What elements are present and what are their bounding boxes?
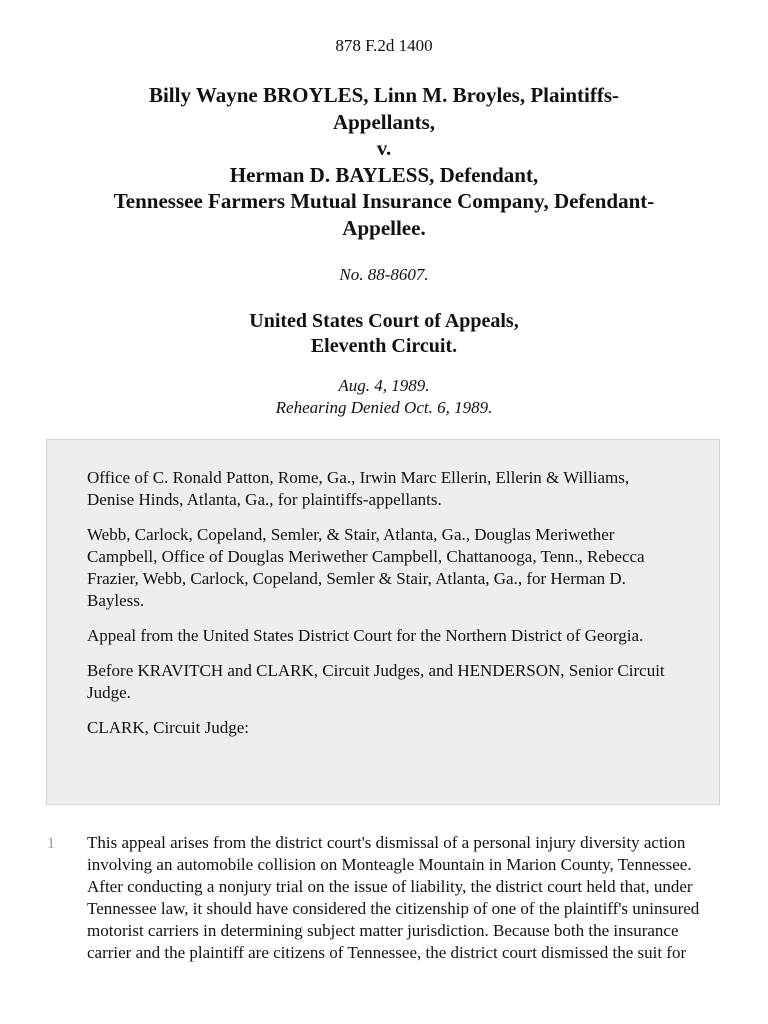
case-title-line: Tennessee Farmers Mutual Insurance Company, Defendant- — [113, 189, 655, 213]
paragraph-number: 1 — [47, 835, 55, 852]
counsel-defendant: Webb, Carlock, Copeland, Semler, & Stair, Atlanta, Ga., Douglas Meriwether Campbell, Office of Douglas Meriwether Campbell, Chattanooga, Tenn., Rebecca Frazier, Webb, Carlock, Copeland, Semler & Stair, Atlanta, Ga., for Herman D. Bayless. — [87, 525, 645, 610]
case-title-line: Herman D. BAYLESS, Defendant, — [229, 162, 539, 187]
judges-panel: Before KRAVITCH and CLARK, Circuit Judges, and HENDERSON, Senior Circuit Judge. — [87, 661, 665, 702]
decision-dates — [0, 375, 768, 418]
case-title-line: Billy Wayne BROYLES, Linn M. Broyles, Plaintiffs- — [148, 83, 620, 107]
court-circuit-line: Eleventh Circuit. — [310, 335, 458, 357]
case-title-line: Appellants, — [332, 109, 436, 134]
court-name-line: United States Court of Appeals, — [249, 310, 519, 332]
case-title — [40, 82, 728, 241]
docket-number: No. 88-8607. — [339, 265, 429, 284]
opinion-paragraph: This appeal arises from the district court's dismissal of a personal injury diversity action involving an automobile collision on Monteagle Mountain in Marion County, Tennessee. After conducting a nonjury trial on the issue of liability, the district court held that, under Tennessee law, it should have considered the citizenship of one of the plaintiff's uninsured motorist carriers in determining subject matter jurisdiction. Because both the insurance carrier and the plaintiff are citizens of Tennessee, the district court dismissed the suit for — [87, 833, 700, 962]
decided-date: Aug. 4, 1989. — [338, 376, 430, 395]
rehearing-date: Rehearing Denied Oct. 6, 1989. — [275, 397, 493, 417]
opinion-author: CLARK, Circuit Judge: — [87, 718, 249, 737]
appeal-from: Appeal from the United States District Court for the Northern District of Georgia. — [87, 626, 644, 645]
case-citation: 878 F.2d 1400 — [335, 36, 433, 55]
counsel-plaintiffs: Office of C. Ronald Patton, Rome, Ga., Irwin Marc Ellerin, Ellerin & Williams, Denise Hinds, Atlanta, Ga., for plaintiffs-appellants. — [87, 468, 630, 509]
case-title-line: Appellee. — [342, 215, 426, 240]
case-title-line: v. — [376, 136, 392, 160]
court-name — [0, 309, 768, 359]
syllabus-box — [46, 439, 720, 805]
